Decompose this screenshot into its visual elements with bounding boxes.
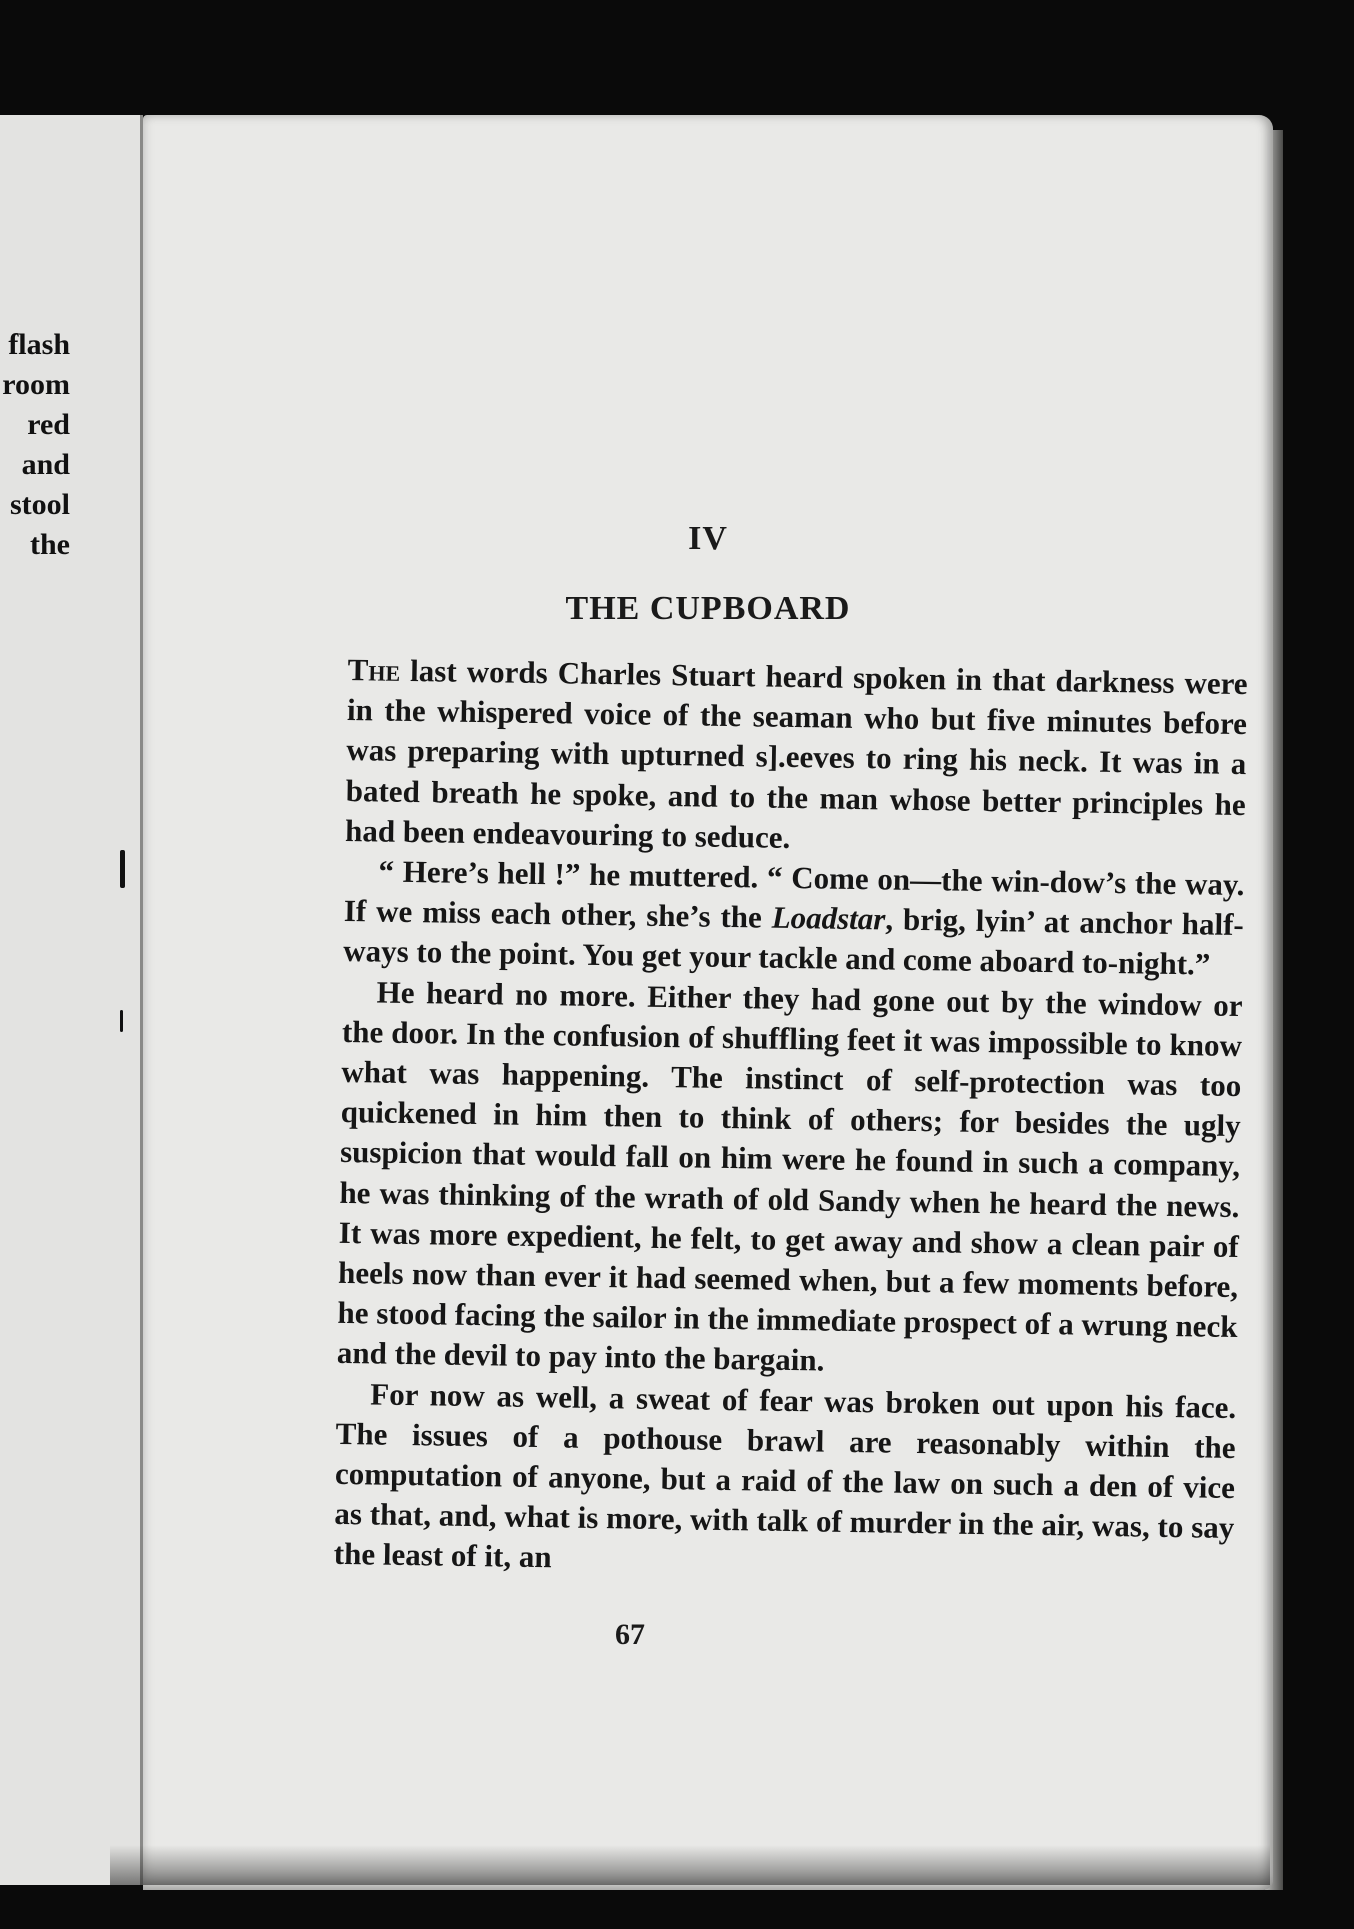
chapter-title: THE CUPBOARD bbox=[565, 590, 851, 627]
paragraph-text: For now as well, a sweat of fear was broken out upon his face. The issues of a pothouse brawl are reasonably within the computation of anyone, but a raid of the law on such a den of vice as that, and, what is more, with talk of murder in the air, was, to say the least of it, an bbox=[333, 1376, 1237, 1575]
paragraph-text: “ Here’s hell !” he muttered. “ Come on—the win-dow’s the way. If we miss each other, she’s the bbox=[343, 853, 1245, 935]
facing-line: and bbox=[21, 448, 70, 481]
page-number: 67 bbox=[615, 1618, 645, 1651]
gutter-mark bbox=[120, 850, 125, 888]
body-text bbox=[333, 650, 1247, 1589]
facing-page bbox=[0, 115, 143, 1885]
lead-word: The bbox=[347, 651, 401, 688]
facing-line: red bbox=[27, 408, 70, 441]
gutter-mark bbox=[120, 1010, 123, 1032]
facing-line: the bbox=[30, 528, 70, 561]
facing-page-text bbox=[0, 325, 70, 565]
paragraph-text: last words Charles Stuart heard spoken in that darkness were in the whispered voice of the seaman who but five minutes before was preparing with upturned s].eeves to ring his neck. It was in a bated breath he spoke, and to the man whose better principles he had been endeavouring to seduce. bbox=[344, 652, 1248, 855]
paragraph bbox=[345, 650, 1248, 865]
facing-line: stool bbox=[10, 488, 70, 521]
paragraph-text: , brig, lyin’ at anchor half-ways to the point. You get your tackle and come aboard to-night.” bbox=[342, 901, 1245, 983]
paragraph bbox=[343, 851, 1245, 986]
paragraph bbox=[337, 972, 1243, 1388]
page-bottom-shadow bbox=[110, 1845, 1270, 1885]
ship-name: Loadstar bbox=[771, 899, 886, 937]
chapter-number: IV bbox=[688, 520, 728, 557]
book-page bbox=[143, 115, 1273, 1890]
facing-line: room bbox=[2, 368, 70, 401]
paragraph bbox=[333, 1374, 1236, 1589]
paragraph-text: He heard no more. Either they had gone out by the window or the door. In the confusion of shuffling feet it was impossible to know what was happening. The instinct of self-protection was too quickened in him then to think of others; for besides the ugly suspicion that would fall on him were he found in such a company, he was thinking of the wrath of old Sandy when he heard the news. It was more expedient, he felt, to get away and show a clean pair of heels now than ever it had seemed when, but a few moments before, he stood facing the sailor in the immediate prospect of a wrung neck and the devil to pay into the bargain. bbox=[336, 974, 1243, 1379]
facing-line: flash bbox=[8, 328, 70, 361]
